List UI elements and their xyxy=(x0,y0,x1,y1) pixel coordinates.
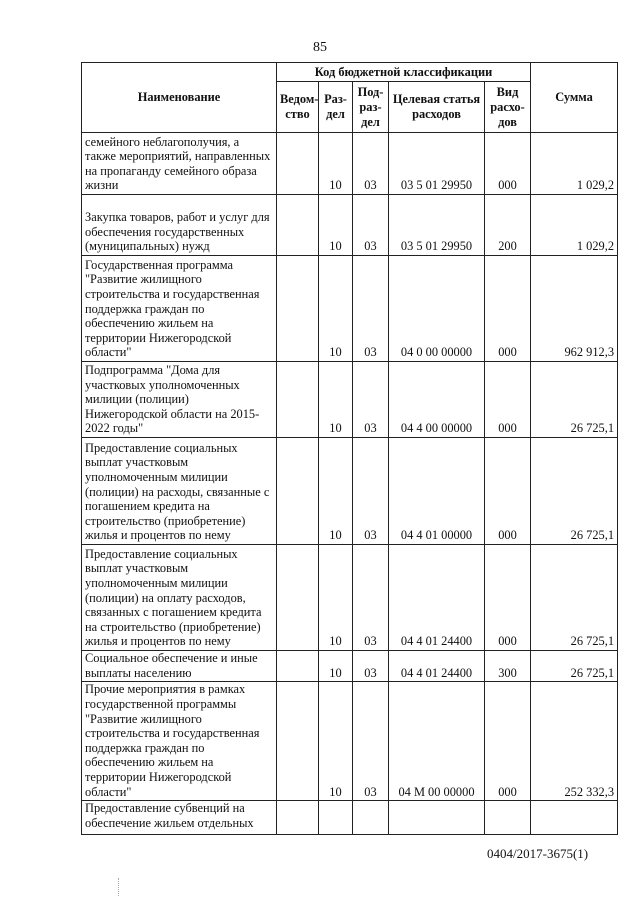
row-razdel: 10 xyxy=(319,362,353,438)
row-vid: 000 xyxy=(485,438,531,545)
row-name: Предоставление социальных выплат участковым уполномоченным милиции (полиции) на оплату расходов, связанных с погашением кредита на строительство (приобретение) жилья и процентов по нему xyxy=(82,545,277,651)
header-podrazdel: Под-раз-дел xyxy=(353,82,389,133)
row-name: Предоставление субвенций на обеспечение жильем отдельных xyxy=(82,801,277,835)
header-classification: Код бюджетной классификации xyxy=(277,63,531,82)
row-name: Подпрограмма "Дома для участковых уполномоченных милиции (полиции) Нижегородской области на 2015-2022 годы" xyxy=(82,362,277,438)
row-vedomstvo xyxy=(277,438,319,545)
page-number: 85 xyxy=(313,40,327,55)
row-podrazdel: 03 xyxy=(353,651,389,682)
header-razdel: Раз-дел xyxy=(319,82,353,133)
row-vid: 000 xyxy=(485,133,531,195)
row-podrazdel: 03 xyxy=(353,545,389,651)
row-razdel: 10 xyxy=(319,438,353,545)
row-podrazdel: 03 xyxy=(353,682,389,801)
row-vedomstvo xyxy=(277,651,319,682)
row-razdel xyxy=(319,801,353,835)
row-sum: 26 725,1 xyxy=(531,545,618,651)
table-row xyxy=(82,651,618,682)
row-vid: 000 xyxy=(485,682,531,801)
row-podrazdel: 03 xyxy=(353,256,389,362)
row-vid: 000 xyxy=(485,545,531,651)
header-target: Целевая статья расходов xyxy=(389,82,485,133)
table-row xyxy=(82,133,618,195)
scan-mark xyxy=(118,878,122,896)
row-target: 03 5 01 29950 xyxy=(389,195,485,256)
row-podrazdel xyxy=(353,801,389,835)
row-target: 04 4 01 24400 xyxy=(389,545,485,651)
row-name: Предоставление социальных выплат участковым уполномоченным милиции (полиции) на расходы, связанные с погашением кредита на строительство (приобретение) жилья и процентов по нему xyxy=(82,438,277,545)
table-row xyxy=(82,256,618,362)
row-razdel: 10 xyxy=(319,133,353,195)
row-name: Социальное обеспечение и иные выплаты населению xyxy=(82,651,277,682)
row-podrazdel: 03 xyxy=(353,133,389,195)
row-sum: 26 725,1 xyxy=(531,651,618,682)
row-target: 04 4 01 00000 xyxy=(389,438,485,545)
row-target: 04 0 00 00000 xyxy=(389,256,485,362)
row-sum: 26 725,1 xyxy=(531,362,618,438)
row-vid xyxy=(485,801,531,835)
row-target: 04 4 00 00000 xyxy=(389,362,485,438)
table-row xyxy=(82,362,618,438)
row-podrazdel: 03 xyxy=(353,195,389,256)
header-vedomstvo: Ведом-ство xyxy=(277,82,319,133)
row-target: 03 5 01 29950 xyxy=(389,133,485,195)
header-vid: Вид расхо-дов xyxy=(485,82,531,133)
table-row xyxy=(82,801,618,835)
row-sum: 1 029,2 xyxy=(531,133,618,195)
row-target xyxy=(389,801,485,835)
row-name: Прочие мероприятия в рамках государственной программы "Развитие жилищного строительства и государственная поддержка граждан по обеспечению жильем на территории Нижегородской области" xyxy=(82,682,277,801)
row-name: Государственная программа "Развитие жилищного строительства и государственная поддержка граждан по обеспечению жильем на территории Нижегородской области" xyxy=(82,256,277,362)
table-row xyxy=(82,195,618,256)
row-vid: 300 xyxy=(485,651,531,682)
table-row xyxy=(82,438,618,545)
row-razdel: 10 xyxy=(319,682,353,801)
row-podrazdel: 03 xyxy=(353,438,389,545)
row-vid: 000 xyxy=(485,256,531,362)
row-razdel: 10 xyxy=(319,256,353,362)
row-vedomstvo xyxy=(277,195,319,256)
row-sum: 962 912,3 xyxy=(531,256,618,362)
row-razdel: 10 xyxy=(319,545,353,651)
header-sum: Сумма xyxy=(531,63,618,133)
row-podrazdel: 03 xyxy=(353,362,389,438)
row-vedomstvo xyxy=(277,545,319,651)
budget-table xyxy=(81,62,618,835)
row-name: Закупка товаров, работ и услуг для обеспечения государственных (муниципальных) нужд xyxy=(82,195,277,256)
row-vedomstvo xyxy=(277,801,319,835)
row-vid: 000 xyxy=(485,362,531,438)
row-vedomstvo xyxy=(277,682,319,801)
row-name: семейного неблагополучия, а также мероприятий, направленных на пропаганду семейного образа жизни xyxy=(82,133,277,195)
row-razdel: 10 xyxy=(319,651,353,682)
row-sum: 26 725,1 xyxy=(531,438,618,545)
document-code: 0404/2017-3675(1) xyxy=(487,846,589,861)
row-target: 04 4 01 24400 xyxy=(389,651,485,682)
row-vid: 200 xyxy=(485,195,531,256)
header-name: Наименование xyxy=(82,63,277,133)
row-sum: 252 332,3 xyxy=(531,682,618,801)
table-row xyxy=(82,545,618,651)
row-sum: 1 029,2 xyxy=(531,195,618,256)
row-vedomstvo xyxy=(277,256,319,362)
row-vedomstvo xyxy=(277,133,319,195)
table-row xyxy=(82,682,618,801)
row-target: 04 М 00 00000 xyxy=(389,682,485,801)
row-vedomstvo xyxy=(277,362,319,438)
row-sum xyxy=(531,801,618,835)
row-razdel: 10 xyxy=(319,195,353,256)
